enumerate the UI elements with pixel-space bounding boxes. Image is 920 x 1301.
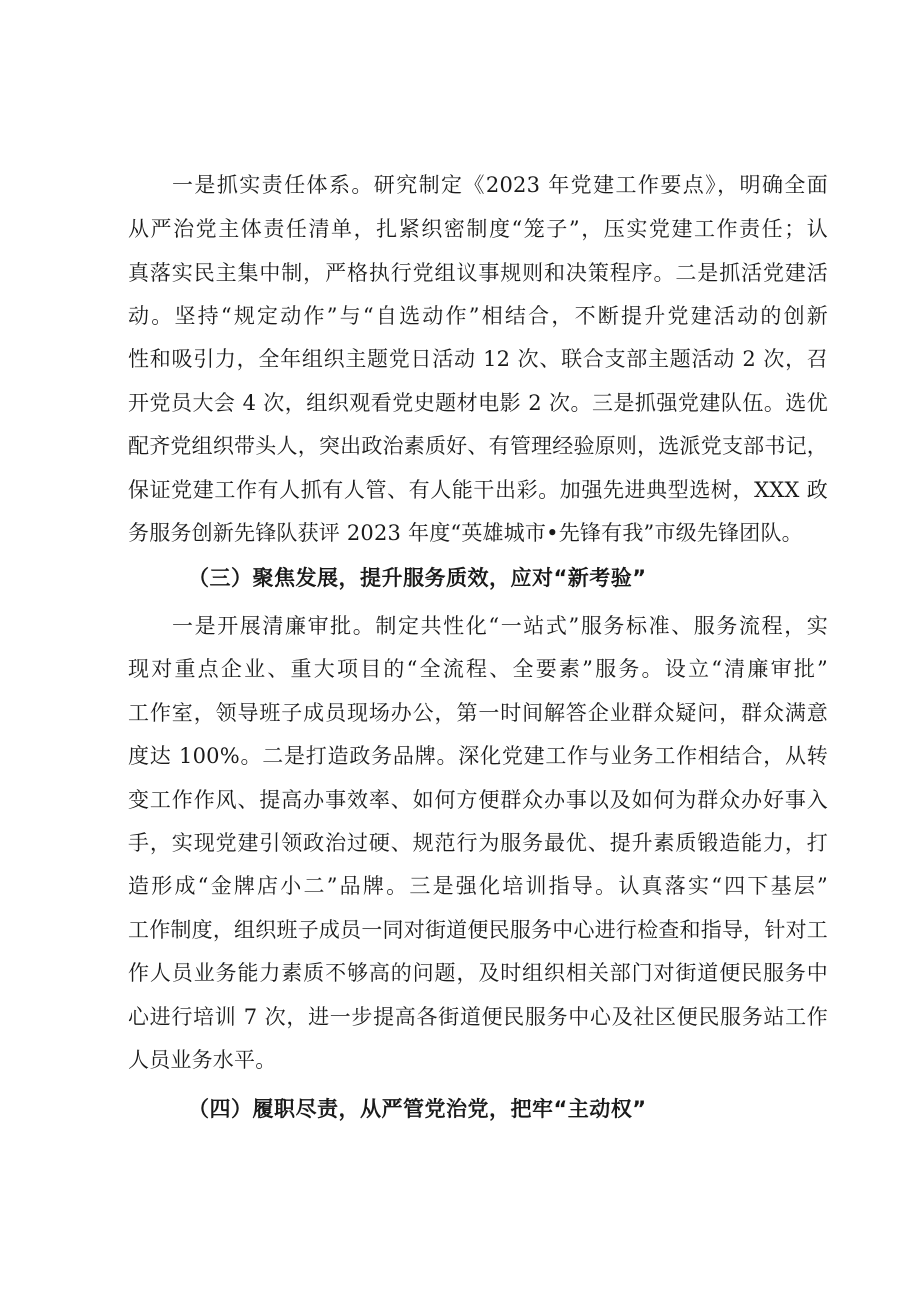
paragraph-line: 一是抓实责任体系。研究制定《2023 年党建工作要点》，明确全面 xyxy=(172,173,828,197)
section-heading: （三）聚焦发展，提升服务质效，应对“新考验” xyxy=(188,566,647,590)
paragraph-line: 一是开展清廉审批。制定共性化“一站式”服务标准、服务流程，实 xyxy=(172,614,828,638)
paragraph-line: 工作室，领导班子成员现场办公，第一时间解答企业群众疑问，群众满意 xyxy=(128,701,828,725)
paragraph-line: 保证党建工作有人抓有人管、有人能干出彩。加强先进典型选树，XXX 政 xyxy=(128,478,828,502)
paragraph-line: 手，实现党建引领政治过硬、规范行为服务最优、提升素质锻造能力，打 xyxy=(128,831,828,855)
paragraph-line: 工作制度，组织班子成员一同对街道便民服务中心进行检查和指导，针对工 xyxy=(128,918,828,942)
paragraph-line: 心进行培训 7 次，进一步提高各街道便民服务中心及社区便民服务站工作 xyxy=(128,1005,828,1029)
paragraph-line: 真落实民主集中制，严格执行党组议事规则和决策程序。二是抓活党建活 xyxy=(128,261,828,285)
paragraph-line: 现对重点企业、重大项目的“全流程、全要素”服务。设立“清廉审批” xyxy=(128,657,828,681)
paragraph-line: 度达 100%。二是打造政务品牌。深化党建工作与业务工作相结合，从转 xyxy=(128,744,828,768)
paragraph-line: 造形成“金牌店小二”品牌。三是强化培训指导。认真落实“四下基层” xyxy=(128,874,828,898)
paragraph-line: 作人员业务能力素质不够高的问题，及时组织相关部门对街道便民服务中 xyxy=(128,961,828,985)
section-heading: （四）履职尽责，从严管党治党，把牢“主动权” xyxy=(188,1097,647,1121)
paragraph-line: 动。坚持“规定动作”与“自选动作”相结合，不断提升党建活动的创新 xyxy=(128,304,828,328)
paragraph-line: 变工作作风、提高办事效率、如何方便群众办事以及如何为群众办好事入 xyxy=(128,788,828,812)
paragraph-line: 务服务创新先锋队获评 2023 年度“英雄城市•先锋有我”市级先锋团队。 xyxy=(128,521,803,545)
paragraph-line: 配齐党组织带头人，突出政治素质好、有管理经验原则，选派党支部书记， xyxy=(128,434,828,458)
paragraph-line: 人员业务水平。 xyxy=(128,1048,277,1072)
paragraph-line: 性和吸引力，全年组织主题党日活动 12 次、联合支部主题活动 2 次，召 xyxy=(128,347,828,371)
paragraph-line: 从严治党主体责任清单，扎紧织密制度“笼子”，压实党建工作责任；认 xyxy=(128,217,828,241)
paragraph-line: 开党员大会 4 次，组织观看党史题材电影 2 次。三是抓强党建队伍。选优 xyxy=(128,391,828,415)
